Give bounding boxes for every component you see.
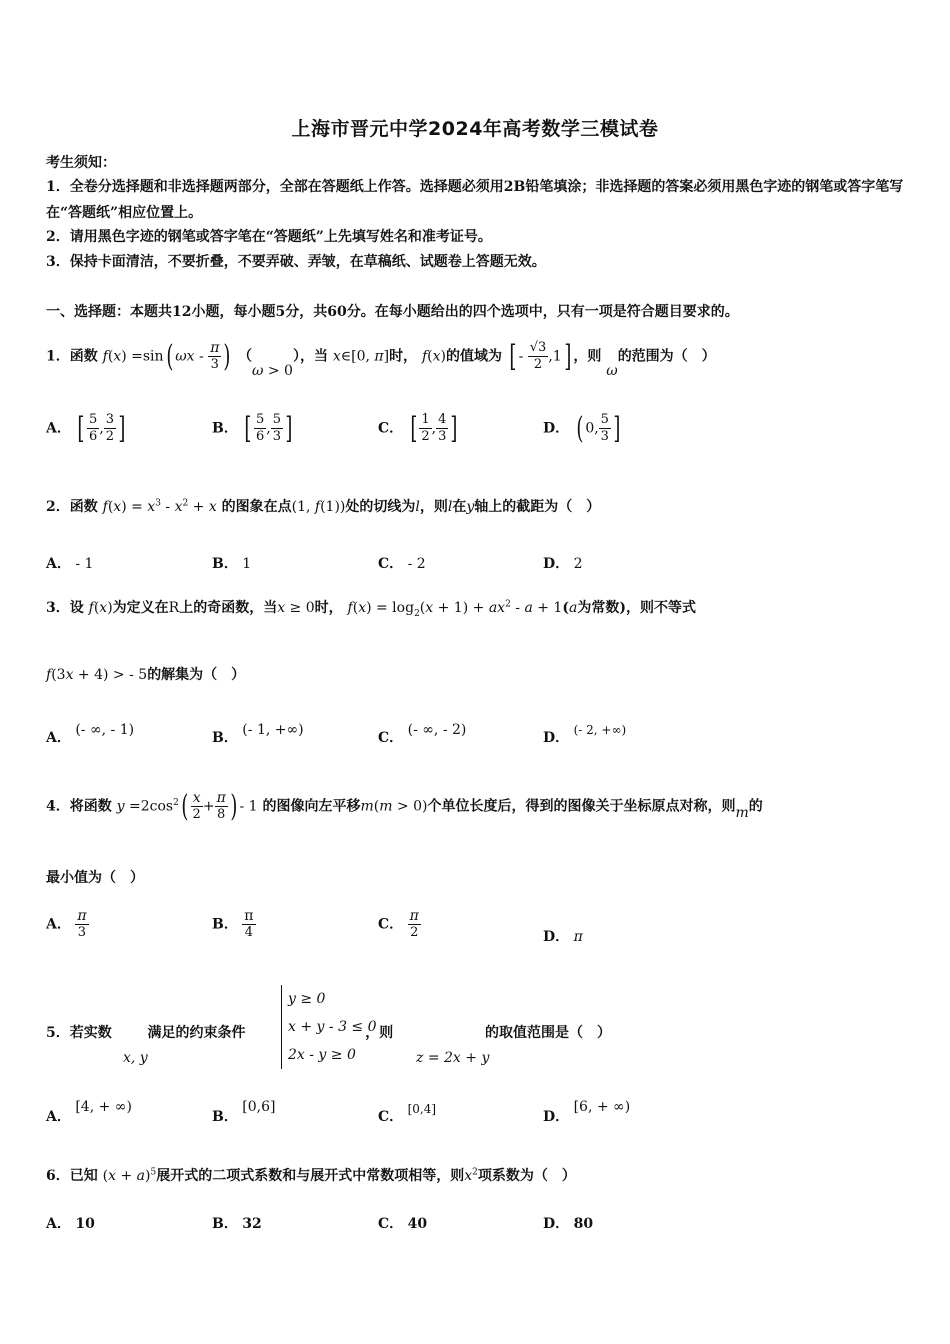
q4-option-d[interactable]: D． π <box>543 929 583 945</box>
question-3-cont: f(3x + 4) > - 5的解集为（ ） <box>46 667 246 683</box>
q4-text-4: 的 <box>748 798 763 815</box>
q2-option-d[interactable]: D． 2 <box>543 556 583 572</box>
q5-text: 若实数 <box>69 1025 112 1041</box>
q3-option-b[interactable]: B． (- 1, +∞) <box>212 722 304 746</box>
q1-text-6: ，则 <box>573 348 602 365</box>
q4-text-3: 个单位长度后，得到的图像关于坐标原点对称，则 <box>427 798 736 815</box>
q1-text-5: 的值域为 <box>445 348 502 365</box>
q1-option-d[interactable]: D． ( 0, $\frac{5}{3}$ ] <box>543 410 621 446</box>
q2-text-6: 轴上的截距为（ ） <box>474 499 601 515</box>
q2-number: 2． <box>46 499 70 515</box>
section-heading: 一、选择题：本题共12小题，每小题5分，共60分。在每小题给出的四个选项中，只有一项是符合题目要求的。 <box>46 304 739 320</box>
q1-text-7: 的范围为（ ） <box>617 348 716 365</box>
q1-option-b[interactable]: B． [ $\frac{5}{6}$ , $\frac{5}{3}$ ] <box>212 410 293 446</box>
q1-text: 函数 <box>69 348 98 365</box>
q2-text-4: ，则 <box>419 499 448 515</box>
q6-option-c[interactable]: C． 40 <box>378 1216 428 1232</box>
q4-option-b[interactable]: B． $\frac{\pi}{4}$ <box>212 908 254 940</box>
q5-option-b[interactable]: B． [0,6] <box>212 1099 276 1125</box>
question-2: 2．函数 $f(x) = x^3 - x^2 + x$ 的图象在点(1, f(1))处的切线为l，则l在y轴上的截距为（ ） <box>46 498 601 515</box>
q3-option-a[interactable]: A． (- ∞, - 1) <box>46 722 135 746</box>
q3-text-6: 为常数)，则不等式 <box>577 600 696 616</box>
q3-text-4: 时， <box>314 600 343 616</box>
q4-number: 4． <box>46 798 70 815</box>
notice-item-1: 1．全卷分选择题和非选择题两部分，全部在答题纸上作答。选择题必须用2B铅笔填涂；非选择题的答案必须用黑色字迹的钢笔或答字笔写在“答题纸”相应位置上。 <box>46 179 904 221</box>
q1-option-c[interactable]: C． [ $\frac{1}{2}$ , $\frac{4}{3}$ ] <box>378 410 458 446</box>
q4-text: 将函数 <box>69 798 112 815</box>
q5-text-2: 满足的约束条件 <box>147 1025 246 1041</box>
q2-option-a[interactable]: A． - 1 <box>46 556 94 572</box>
q1-text-3: ），当 <box>292 348 328 365</box>
q3-text-7: 的解集为（ ） <box>147 667 246 683</box>
q2-option-c[interactable]: C． - 2 <box>378 556 426 572</box>
notice-item-3: 3．保持卡面清洁，不要折叠，不要弄破、弄皱，在草稿纸、试题卷上答题无效。 <box>46 254 546 270</box>
constraint-3: 2x - y ≥ 0 <box>288 1047 356 1063</box>
q3-text-3: 上的奇函数，当 <box>179 600 278 616</box>
q3-number: 3． <box>46 600 70 616</box>
q6-text-2: 展开式的二项式系数和与展开式中常数项相等，则 <box>156 1168 465 1184</box>
q3-text: 设 <box>69 600 84 616</box>
q5-number: 5． <box>46 1025 70 1041</box>
q2-text-5: 在 <box>452 499 467 515</box>
q1-text-2: （ <box>237 348 252 365</box>
question-1: 1．函数 f(x) =sin( ωx - $\frac{\pi}{3}$ ) （ω > 0），当 x∈[0, π]时， f(x)的值域为 [ - $\frac{√3}{2}$ ,1] ，则 ω的范围为（ ） <box>46 338 716 379</box>
q3-text-2: 为定义在 <box>112 600 169 616</box>
q5-option-c[interactable]: C． [0,4] <box>378 1102 437 1125</box>
question-4-cont: 最小值为（ ） <box>46 870 144 886</box>
q6-option-b[interactable]: B． 32 <box>212 1216 262 1232</box>
q2-option-b[interactable]: B． 1 <box>212 556 252 572</box>
q6-text-3: 项系数为（ ） <box>477 1168 576 1184</box>
q6-text: 已知 <box>69 1168 98 1184</box>
constraint-1: y ≥ 0 <box>288 991 326 1007</box>
question-4: 4．将函数 $y =2\cos^2$( $\frac{x}{2}$ + $\frac{\pi}{8}$ ) - 1 的图像向左平移m(m > 0)个单位长度后，得到的图像关于坐标原点对称，则m的 <box>46 788 763 824</box>
q1-number: 1． <box>46 348 70 365</box>
q3-option-d[interactable]: D． (- 2, +∞) <box>543 723 627 746</box>
q2-text-2: 的图象在点 <box>221 499 292 515</box>
q5-vars: x, y <box>123 1050 148 1066</box>
notice-item-2: 2．请用黑色字迹的钢笔或答字笔在“答题纸”上先填写姓名和准考证号。 <box>46 229 492 245</box>
q6-option-d[interactable]: D． 80 <box>543 1216 594 1232</box>
q5-text-3: ，则 <box>365 1025 394 1041</box>
q4-option-c[interactable]: C． $\frac{\pi}{2}$ <box>378 908 419 940</box>
q1-text-4: 时， <box>389 348 418 365</box>
q6-option-a[interactable]: A． 10 <box>46 1216 95 1232</box>
q5-objective: z = 2x + y <box>416 1050 490 1066</box>
q5-option-a[interactable]: A． [4, + ∞) <box>46 1099 132 1125</box>
q5-constraint-system <box>281 985 377 1069</box>
page-title: 上海市晋元中学2024年高考数学三模试卷 <box>291 118 659 140</box>
q1-option-a[interactable]: A． [ $\frac{5}{6}$ , $\frac{3}{2}$ ] <box>46 410 126 446</box>
question-3: 3．设 f(x)为定义在R上的奇函数，当x ≥ 0时， $f(x) = \log_2(x + 1) + ax^2 - a + 1(a$为常数)，则不等式 <box>46 599 696 619</box>
q4-option-a[interactable]: A． $\frac{\pi}{3}$ <box>46 908 87 940</box>
q4-text-2: 的图像向左平移 <box>262 798 361 815</box>
q2-text-3: 处的切线为 <box>345 499 416 515</box>
question-6: 6．已知 $(x + a)^5$展开式的二项式系数和与展开式中常数项相等，则$x^2$项系数为（ ） <box>46 1167 576 1184</box>
q6-number: 6． <box>46 1168 70 1184</box>
q5-text-4: 的取值范围是（ ） <box>485 1025 611 1041</box>
q3-option-c[interactable]: C． (- ∞, - 2) <box>378 722 467 746</box>
q5-option-d[interactable]: D． [6, + ∞) <box>543 1099 631 1125</box>
notice-heading: 考生须知： <box>46 155 116 171</box>
q2-text: 函数 <box>69 499 98 515</box>
constraint-2: x + y - 3 ≤ 0 <box>288 1019 377 1035</box>
